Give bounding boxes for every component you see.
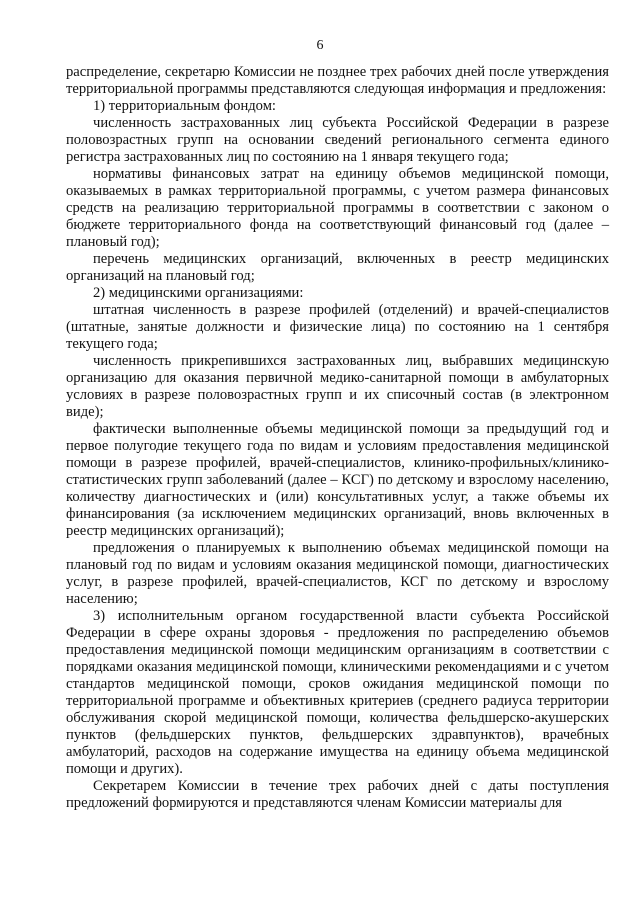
document-body bbox=[66, 64, 609, 812]
paragraph: перечень медицинских организаций, включенных в реестр медицинских организаций на плановый год; bbox=[66, 251, 609, 284]
paragraph-item-1-heading: 1) территориальным фондом: bbox=[93, 98, 276, 114]
paragraph: численность прикрепившихся застрахованных лиц, выбравших медицинскую организацию для оказания первичной медико-санитарной помощи в амбулаторных условиях в разрезе половозрастных групп и их списочный состав (в электронном виде); bbox=[66, 353, 609, 420]
paragraph-continuation: распределение, секретарю Комиссии не позднее трех рабочих дней после утверждения территориальной программы представляются следующая информация и предложения: bbox=[66, 64, 609, 97]
paragraph: численность застрахованных лиц субъекта Российской Федерации в разрезе половозрастных групп на основании сведений регионального сегмента единого регистра застрахованных лиц по состоянию на 1 января текущего года; bbox=[66, 115, 609, 165]
paragraph: предложения о планируемых к выполнению объемах медицинской помощи на плановый год по видам и условиям оказания медицинской помощи, диагностических услуг, в разрезе профилей, врачей-специалистов, КСГ по детскому и взрослому населению; bbox=[66, 540, 609, 607]
paragraph: нормативы финансовых затрат на единицу объемов медицинской помощи, оказываемых в рамках территориальной программы, с учетом размера финансовых средств на реализацию территориальной программы в соответствии с законом о бюджете территориального фонда на соответствующий финансовый год (далее – плановый год); bbox=[66, 166, 609, 250]
page-number: 6 bbox=[316, 38, 324, 53]
paragraph: Секретарем Комиссии в течение трех рабочих дней с даты поступления предложений формируются и представляются членам Комиссии материалы для bbox=[66, 778, 609, 811]
paragraph-item-2-heading: 2) медицинскими организациями: bbox=[93, 285, 304, 301]
paragraph: штатная численность в разрезе профилей (отделений) и врачей-специалистов (штатные, занятые должности и физические лица) по состоянию на 1 сентября текущего года; bbox=[66, 302, 609, 352]
paragraph: фактически выполненные объемы медицинской помощи за предыдущий год и первое полугодие текущего года по видам и условиям предоставления медицинской помощи в разрезе профилей, врачей-специалистов, клинико-профильных/клинико-статистических групп заболеваний (далее – КСГ) по детскому и взрослому населению, количеству диагностических и (или) консультативных услуг, а также объемы их финансирования (за исключением медицинских организаций, вновь включенных в реестр медицинских организаций); bbox=[66, 421, 609, 539]
paragraph-item-3: 3) исполнительным органом государственной власти субъекта Российской Федерации в сфере охраны здоровья - предложения по распределению объемов предоставления медицинской помощи медицинским организациям в соответствии с порядками оказания медицинской помощи, клиническими рекомендациями и с учетом стандартов медицинской помощи, сроков ожидания медицинской помощи по территориальной программе и объективных критериев (среднего радиуса территории обслуживания скорой медицинской помощи, количества фельдшерско-акушерских пунктов (фельдшерских пунктов, фельдшерских здравпунктов), врачебных амбулаторий, расходов на содержание имущества на единицу объема медицинской помощи и других). bbox=[66, 608, 609, 777]
